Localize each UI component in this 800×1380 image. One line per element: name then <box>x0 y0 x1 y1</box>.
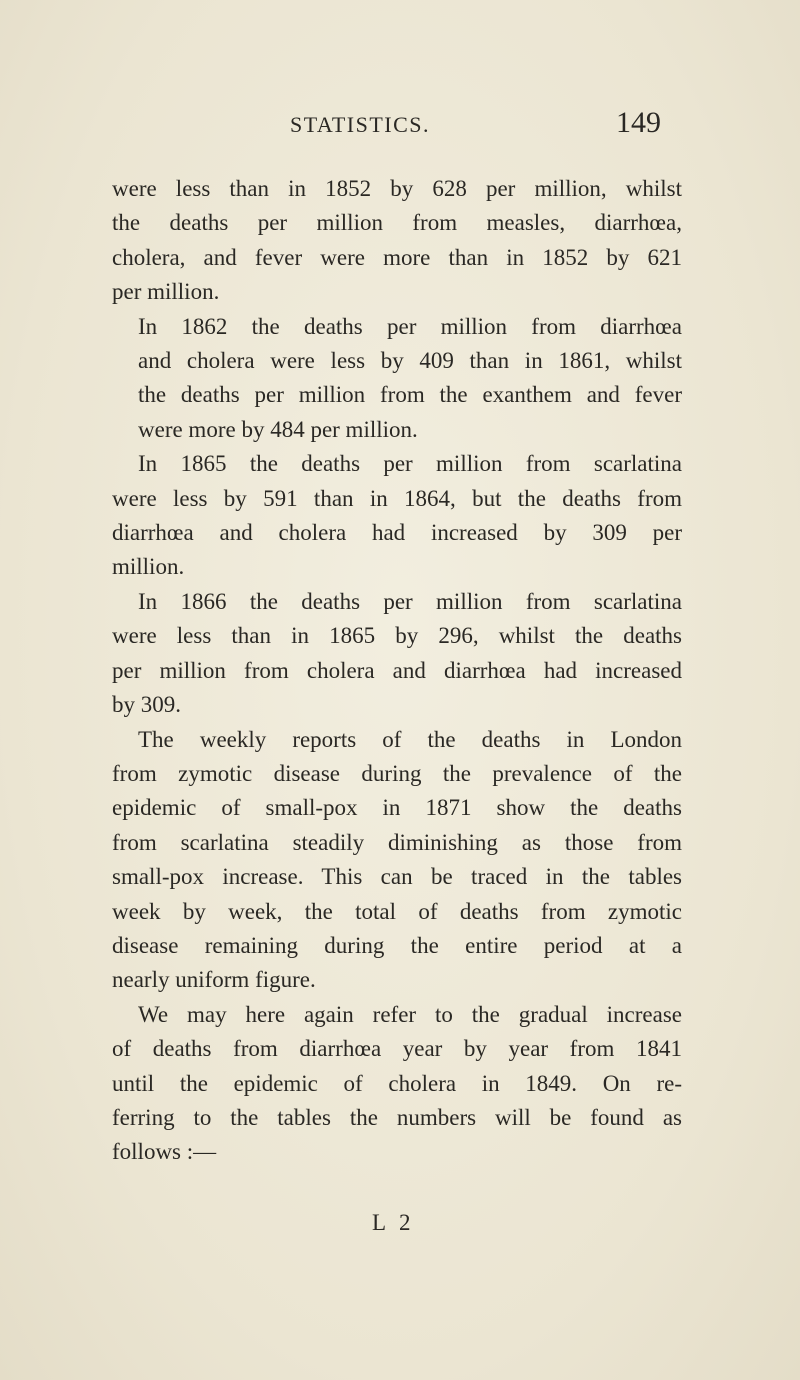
text-line: small-pox increase. This can be traced in the tables <box>112 864 682 890</box>
text-line: The weekly reports of the deaths in London <box>138 726 682 752</box>
paragraph <box>112 447 682 585</box>
text-line: In 1862 the deaths per million from diarrhœa <box>138 313 682 339</box>
text-line: per million. <box>112 279 220 305</box>
page-number: 149 <box>616 106 661 139</box>
text-line: from zymotic disease during the prevalence of the <box>112 760 682 786</box>
text-line: We may here again refer to the gradual increase <box>138 1001 682 1027</box>
text-line: from scarlatina steadily diminishing as those from <box>112 829 682 855</box>
text-line: per million from cholera and diarrhœa had increased <box>112 657 682 683</box>
text-line: were less than in 1852 by 628 per million, whilst <box>112 176 682 201</box>
paragraph <box>112 723 682 998</box>
text-line: and cholera were less by 409 than in 1861, whilst <box>138 348 682 374</box>
text-line: epidemic of small-pox in 1871 show the deaths <box>112 795 682 821</box>
text-line: nearly uniform figure. <box>112 967 316 993</box>
text-line: million. <box>112 554 185 580</box>
text-line: of deaths from diarrhœa year by year from 1841 <box>112 1036 682 1062</box>
text-line: cholera, and fever were more than in 1852 by 621 <box>112 244 682 270</box>
paragraph <box>112 998 682 1170</box>
text-line: disease remaining during the entire period at a <box>112 932 682 958</box>
text-line: week by week, the total of deaths from zymotic <box>112 898 682 924</box>
signature-mark: L 2 <box>372 1210 415 1235</box>
text-line: follows :— <box>112 1139 217 1165</box>
page-header <box>0 106 800 146</box>
text-line: by 309. <box>112 692 181 718</box>
text-line: diarrhœa and cholera had increased by 309 per <box>112 520 682 546</box>
text-line: In 1866 the deaths per million from scarlatina <box>138 588 682 614</box>
text-line: until the epidemic of cholera in 1849. On re- <box>112 1070 682 1096</box>
paragraph <box>112 172 682 310</box>
text-line: In 1865 the deaths per million from scarlatina <box>138 451 682 477</box>
text-line: were less than in 1865 by 296, whilst the deaths <box>112 623 682 649</box>
paragraph <box>112 585 682 723</box>
paragraph <box>112 310 682 448</box>
body-text <box>112 172 682 1170</box>
running-head: STATISTICS. <box>290 112 431 137</box>
text-line: were less by 591 than in 1864, but the deaths from <box>112 485 682 511</box>
text-line: the deaths per million from the exanthem and fever <box>138 382 682 408</box>
text-line: ferring to the tables the numbers will be found as <box>112 1104 682 1130</box>
text-line: the deaths per million from measles, diarrhœa, <box>112 210 682 236</box>
text-line: were more by 484 per million. <box>138 416 418 442</box>
